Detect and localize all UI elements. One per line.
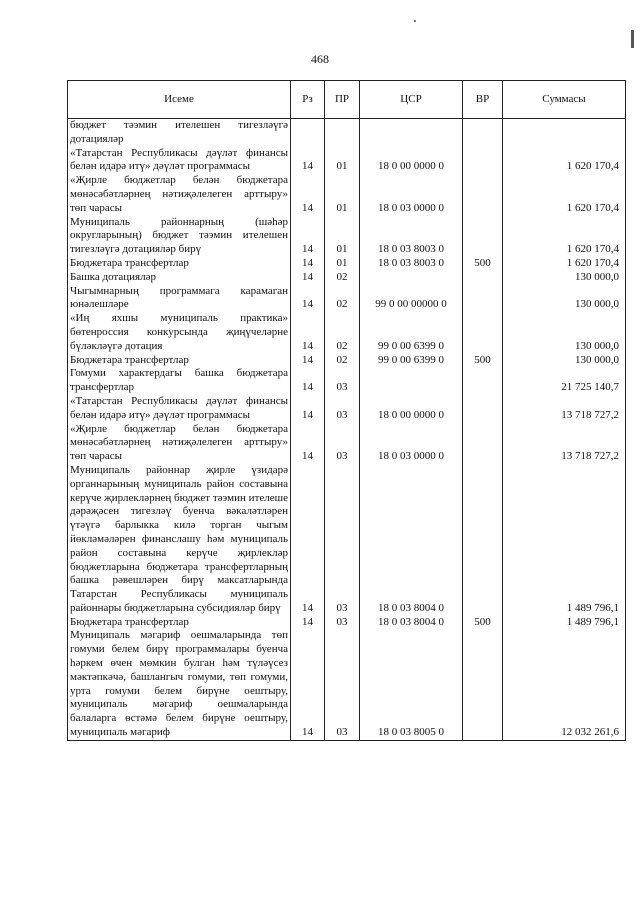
cell-vr <box>463 312 503 353</box>
table-row <box>68 216 626 257</box>
cell-pr: 02 <box>325 285 360 313</box>
cell-sum: 13 718 727,2 <box>503 423 626 464</box>
cell-sum: 130 000,0 <box>503 312 626 353</box>
cell-pr: 02 <box>325 271 360 285</box>
cell-csr <box>360 271 463 285</box>
cell-vr <box>463 119 503 147</box>
table-row <box>68 257 626 271</box>
cell-pr <box>325 119 360 147</box>
cell-name: Муниципаль мәгариф оешмаларында төп гомуми белем бирү программалары буенча һәркем өчен мөмкин булган һәм түләүсез мәктәпкәчә, башлангыч гомуми, төп гомуми, урта гомуми белем бирүне оештыру, муниципаль мәгариф оешмаларында балаларга өстәмә белем бирүне оештыру, муниципаль мәгариф <box>68 629 291 740</box>
table-body <box>68 119 626 741</box>
cell-rz: 14 <box>291 367 325 395</box>
cell-name: «Җирле бюджетлар белән бюджетара мөнәсәбәтләрнең нәтиҗәлелеген арттыру» төп чарасы <box>68 174 291 215</box>
table-header-row <box>68 81 626 119</box>
cell-csr: 18 0 03 8004 0 <box>360 464 463 616</box>
table-row <box>68 629 626 740</box>
cell-sum: 1 620 170,4 <box>503 257 626 271</box>
cell-name: Гомуми характердагы башка бюджетара трансфертлар <box>68 367 291 395</box>
cell-csr: 99 0 00 6399 0 <box>360 354 463 368</box>
table-row <box>68 271 626 285</box>
cell-vr: 500 <box>463 354 503 368</box>
cell-vr <box>463 423 503 464</box>
cell-vr: 500 <box>463 257 503 271</box>
cell-pr: 03 <box>325 395 360 423</box>
table-row <box>68 147 626 175</box>
cell-name: Башка дотацияләр <box>68 271 291 285</box>
cell-sum: 12 032 261,6 <box>503 629 626 740</box>
cell-csr <box>360 367 463 395</box>
cell-name: «Җирле бюджетлар белән бюджетара мөнәсәбәтләрнең нәтиҗәлелеген арттыру» төп чарасы <box>68 423 291 464</box>
table-row <box>68 354 626 368</box>
cell-pr: 01 <box>325 147 360 175</box>
cell-rz: 14 <box>291 464 325 616</box>
cell-csr: 18 0 03 0000 0 <box>360 423 463 464</box>
cell-vr <box>463 367 503 395</box>
cell-sum: 130 000,0 <box>503 354 626 368</box>
cell-rz: 14 <box>291 147 325 175</box>
cell-vr <box>463 174 503 215</box>
cell-sum: 1 620 170,4 <box>503 174 626 215</box>
cell-csr: 18 0 03 0000 0 <box>360 174 463 215</box>
header-vr: ВР <box>463 81 503 119</box>
cell-sum <box>503 119 626 147</box>
cell-name: Чыгымнарның программага карамаган юнәлешләре <box>68 285 291 313</box>
cell-sum: 1 620 170,4 <box>503 216 626 257</box>
cell-rz: 14 <box>291 216 325 257</box>
cell-csr: 18 0 03 8003 0 <box>360 216 463 257</box>
cell-rz: 14 <box>291 629 325 740</box>
cell-sum: 130 000,0 <box>503 271 626 285</box>
cell-rz: 14 <box>291 174 325 215</box>
cell-vr <box>463 629 503 740</box>
cell-csr: 18 0 03 8004 0 <box>360 616 463 630</box>
cell-vr <box>463 216 503 257</box>
cell-name: «Иң яхшы муниципаль практика» бөтенроссия конкурсында җиңүчеләрне бүләкләүгә дотация <box>68 312 291 353</box>
table-row <box>68 367 626 395</box>
cell-name: «Татарстан Республикасы дәүләт финансы белән идарә итү» дәүләт программасы <box>68 395 291 423</box>
cell-rz: 14 <box>291 395 325 423</box>
cell-vr: 500 <box>463 616 503 630</box>
cell-name: Бюджетара трансфертлар <box>68 354 291 368</box>
cell-pr: 03 <box>325 629 360 740</box>
cell-rz: 14 <box>291 257 325 271</box>
cell-pr: 03 <box>325 423 360 464</box>
cell-vr <box>463 464 503 616</box>
header-rz: Рз <box>291 81 325 119</box>
cell-rz: 14 <box>291 354 325 368</box>
scan-margin-mark <box>631 30 634 48</box>
cell-csr: 18 0 00 0000 0 <box>360 395 463 423</box>
header-csr: ЦСР <box>360 81 463 119</box>
cell-rz: 14 <box>291 271 325 285</box>
table-row <box>68 119 626 147</box>
cell-vr <box>463 395 503 423</box>
header-sum: Суммасы <box>503 81 626 119</box>
cell-sum: 130 000,0 <box>503 285 626 313</box>
budget-table <box>67 80 626 741</box>
cell-vr <box>463 271 503 285</box>
cell-sum: 1 489 796,1 <box>503 464 626 616</box>
scan-tick-mark <box>414 20 416 22</box>
page-number: 468 <box>311 52 329 66</box>
table-row <box>68 423 626 464</box>
cell-sum: 13 718 727,2 <box>503 395 626 423</box>
header-name: Исеме <box>68 81 291 119</box>
cell-name: Муниципаль районнар җирле үзидарә органнарының муниципаль район составына керүче җирлекләрнең бюджет тәэмин ителеше дәрәҗәсен тигезләү буенча вәкаләтләрен үтәүгә барлыкка килә торган чыгым йөкләмәләрен финанслашу һәм муниципаль район составына керүче җирлекләр бюджетларына бюджетара трансфертларның башка рәвешләрен бирү максатларында Татарстан Республикасы муниципаль районнары бюджетларына субсидияләр бирү <box>68 464 291 616</box>
header-pr: ПР <box>325 81 360 119</box>
table-row <box>68 616 626 630</box>
cell-pr: 01 <box>325 174 360 215</box>
cell-pr: 02 <box>325 312 360 353</box>
cell-pr: 02 <box>325 354 360 368</box>
table-row <box>68 464 626 616</box>
cell-name: Муниципаль районнарның (шәһәр округларының) бюджет тәэмин ителешен тигезләүгә дотацияләр бирү <box>68 216 291 257</box>
table-row <box>68 174 626 215</box>
cell-rz: 14 <box>291 616 325 630</box>
cell-sum: 1 489 796,1 <box>503 616 626 630</box>
cell-csr: 18 0 03 8003 0 <box>360 257 463 271</box>
cell-name: «Татарстан Республикасы дәүләт финансы белән идарә итү» дәүләт программасы <box>68 147 291 175</box>
cell-csr: 18 0 00 0000 0 <box>360 147 463 175</box>
cell-rz: 14 <box>291 285 325 313</box>
cell-name: бюджет тәэмин ителешен тигезләүгә дотацияләр <box>68 119 291 147</box>
cell-csr <box>360 119 463 147</box>
table-row <box>68 285 626 313</box>
cell-vr <box>463 285 503 313</box>
cell-pr: 03 <box>325 464 360 616</box>
cell-pr: 03 <box>325 616 360 630</box>
cell-vr <box>463 147 503 175</box>
cell-name: Бюджетара трансфертлар <box>68 616 291 630</box>
cell-csr: 99 0 00 6399 0 <box>360 312 463 353</box>
table-row <box>68 395 626 423</box>
cell-rz: 14 <box>291 312 325 353</box>
cell-rz: 14 <box>291 423 325 464</box>
cell-rz <box>291 119 325 147</box>
cell-sum: 21 725 140,7 <box>503 367 626 395</box>
cell-pr: 01 <box>325 216 360 257</box>
table-row <box>68 312 626 353</box>
cell-pr: 03 <box>325 367 360 395</box>
cell-sum: 1 620 170,4 <box>503 147 626 175</box>
cell-csr: 18 0 03 8005 0 <box>360 629 463 740</box>
cell-name: Бюджетара трансфертлар <box>68 257 291 271</box>
cell-pr: 01 <box>325 257 360 271</box>
cell-csr: 99 0 00 00000 0 <box>360 285 463 313</box>
